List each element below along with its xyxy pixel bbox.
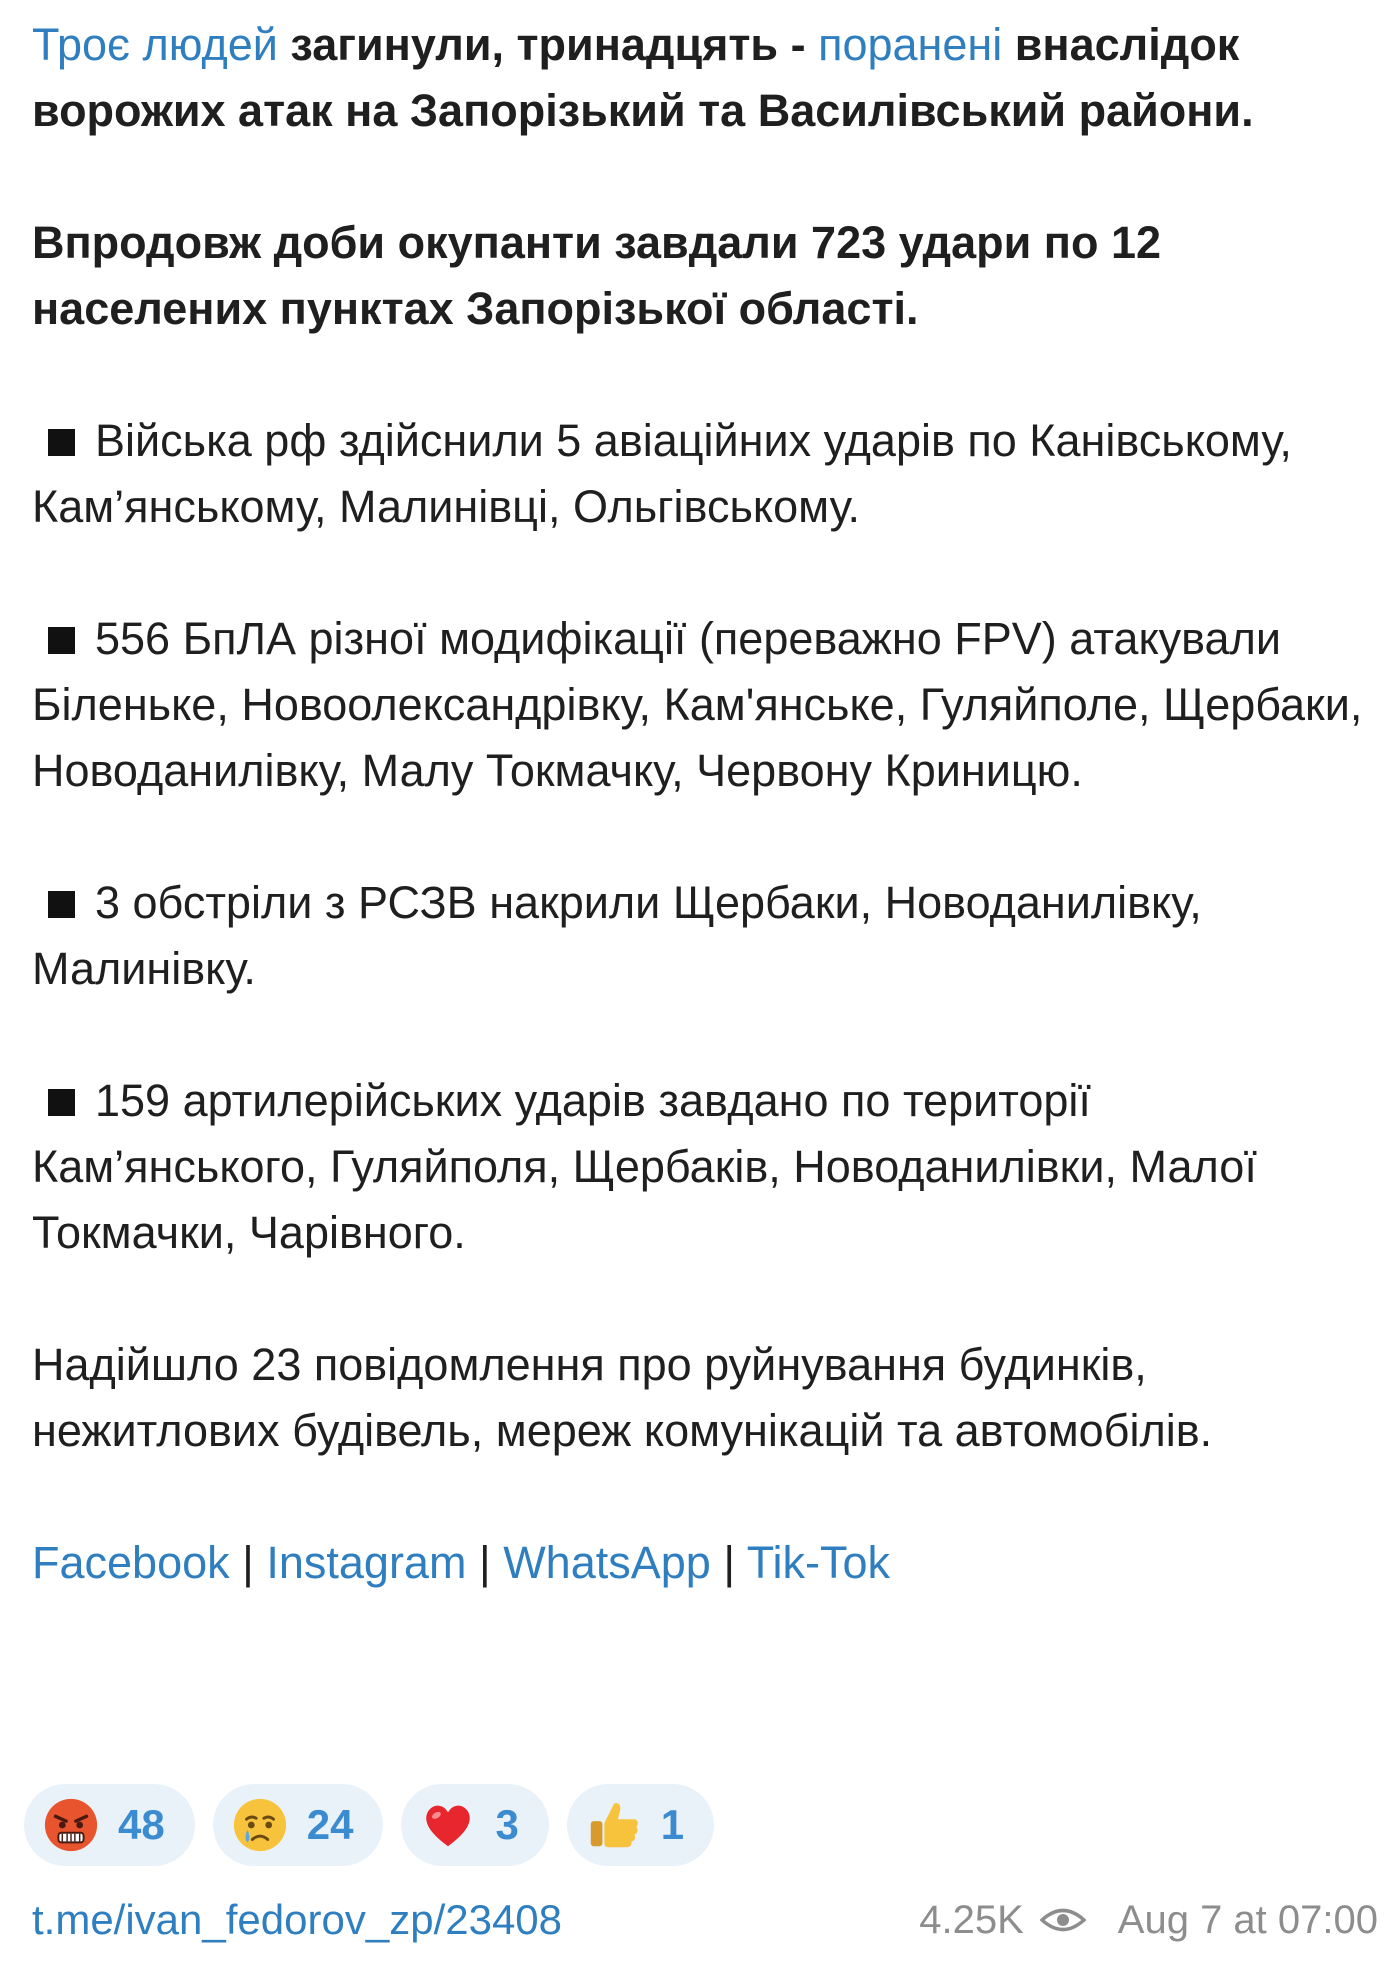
reaction-count: 3 <box>495 1801 519 1848</box>
separator: | <box>478 1537 491 1588</box>
message-meta <box>919 1898 1378 1943</box>
reaction-angry[interactable] <box>24 1784 195 1866</box>
link-wounded[interactable]: поранені <box>818 19 1003 70</box>
red-heart-icon <box>419 1796 477 1854</box>
bullet-item <box>32 870 1382 1002</box>
view-count: 4.25K <box>919 1897 1024 1942</box>
reaction-heart[interactable] <box>401 1784 548 1866</box>
headline-text-2: внаслідок ворожих атак на Запорізький та Василівський райони. <box>32 19 1254 136</box>
reaction-crying[interactable] <box>213 1784 384 1866</box>
tiktok-link[interactable]: Tik-Tok <box>746 1537 891 1588</box>
bullet-text: 3 обстріли з РСЗВ накрили Щербаки, Новоданилівку, Малинівку. <box>32 877 1202 994</box>
separator: | <box>723 1537 736 1588</box>
bullet-item <box>32 408 1382 540</box>
post-link[interactable]: t.me/ivan_fedorov_zp/23408 <box>32 1896 563 1943</box>
message-footer <box>32 1890 1378 1950</box>
separator: | <box>242 1537 254 1588</box>
summary-text: Впродовж доби окупанти завдали 723 удари по 12 населених пунктах Запорізької області. <box>32 217 1161 334</box>
headline-text-1: загинули, тринадцять - <box>277 19 819 70</box>
black-square-icon <box>48 429 75 456</box>
black-square-icon <box>48 1089 75 1116</box>
crying-face-icon <box>231 1796 289 1854</box>
instagram-link[interactable]: Instagram <box>266 1537 467 1588</box>
angry-face-icon <box>42 1796 100 1854</box>
reactions-bar <box>24 1784 714 1866</box>
bullet-text: 556 БпЛА різної модифікації (переважно FPV) атакували Біленьке, Новоолександрівку, Кам'янське, Гуляйполе, Щербаки, Новоданилівку, Малу Токмачку, Червону Криницю. <box>32 613 1363 796</box>
closing-text: Надійшло 23 повідомлення про руйнування будинків, нежитлових будівель, мереж комунікацій та автомобілів. <box>32 1339 1213 1456</box>
bullet-text: Війська рф здійснили 5 авіаційних ударів по Канівському, Кам’янському, Малинівці, Ольгівському. <box>32 415 1292 532</box>
eye-icon <box>1040 1905 1086 1935</box>
black-square-icon <box>48 627 75 654</box>
reaction-count: 48 <box>118 1801 165 1848</box>
thumbs-up-icon <box>585 1796 643 1854</box>
reaction-count: 1 <box>660 1801 685 1848</box>
message-body <box>32 12 1382 1596</box>
bullet-text: 159 артилерійських ударів завдано по території Кам’янського, Гуляйполя, Щербаків, Новоданилівки, Малої Токмачки, Чарівного. <box>32 1075 1257 1258</box>
bullet-item <box>32 606 1382 804</box>
facebook-link[interactable]: Facebook <box>32 1537 230 1588</box>
headline <box>32 12 1382 144</box>
black-square-icon <box>48 891 75 918</box>
link-three-people[interactable]: Троє людей <box>32 19 278 70</box>
whatsapp-link[interactable]: WhatsApp <box>503 1537 711 1588</box>
reaction-count: 24 <box>306 1801 354 1848</box>
reaction-thumbs-up[interactable] <box>567 1784 714 1866</box>
bullet-item <box>32 1068 1382 1266</box>
timestamp: Aug 7 at 07:00 <box>1117 1897 1378 1942</box>
social-links <box>32 1530 1382 1596</box>
